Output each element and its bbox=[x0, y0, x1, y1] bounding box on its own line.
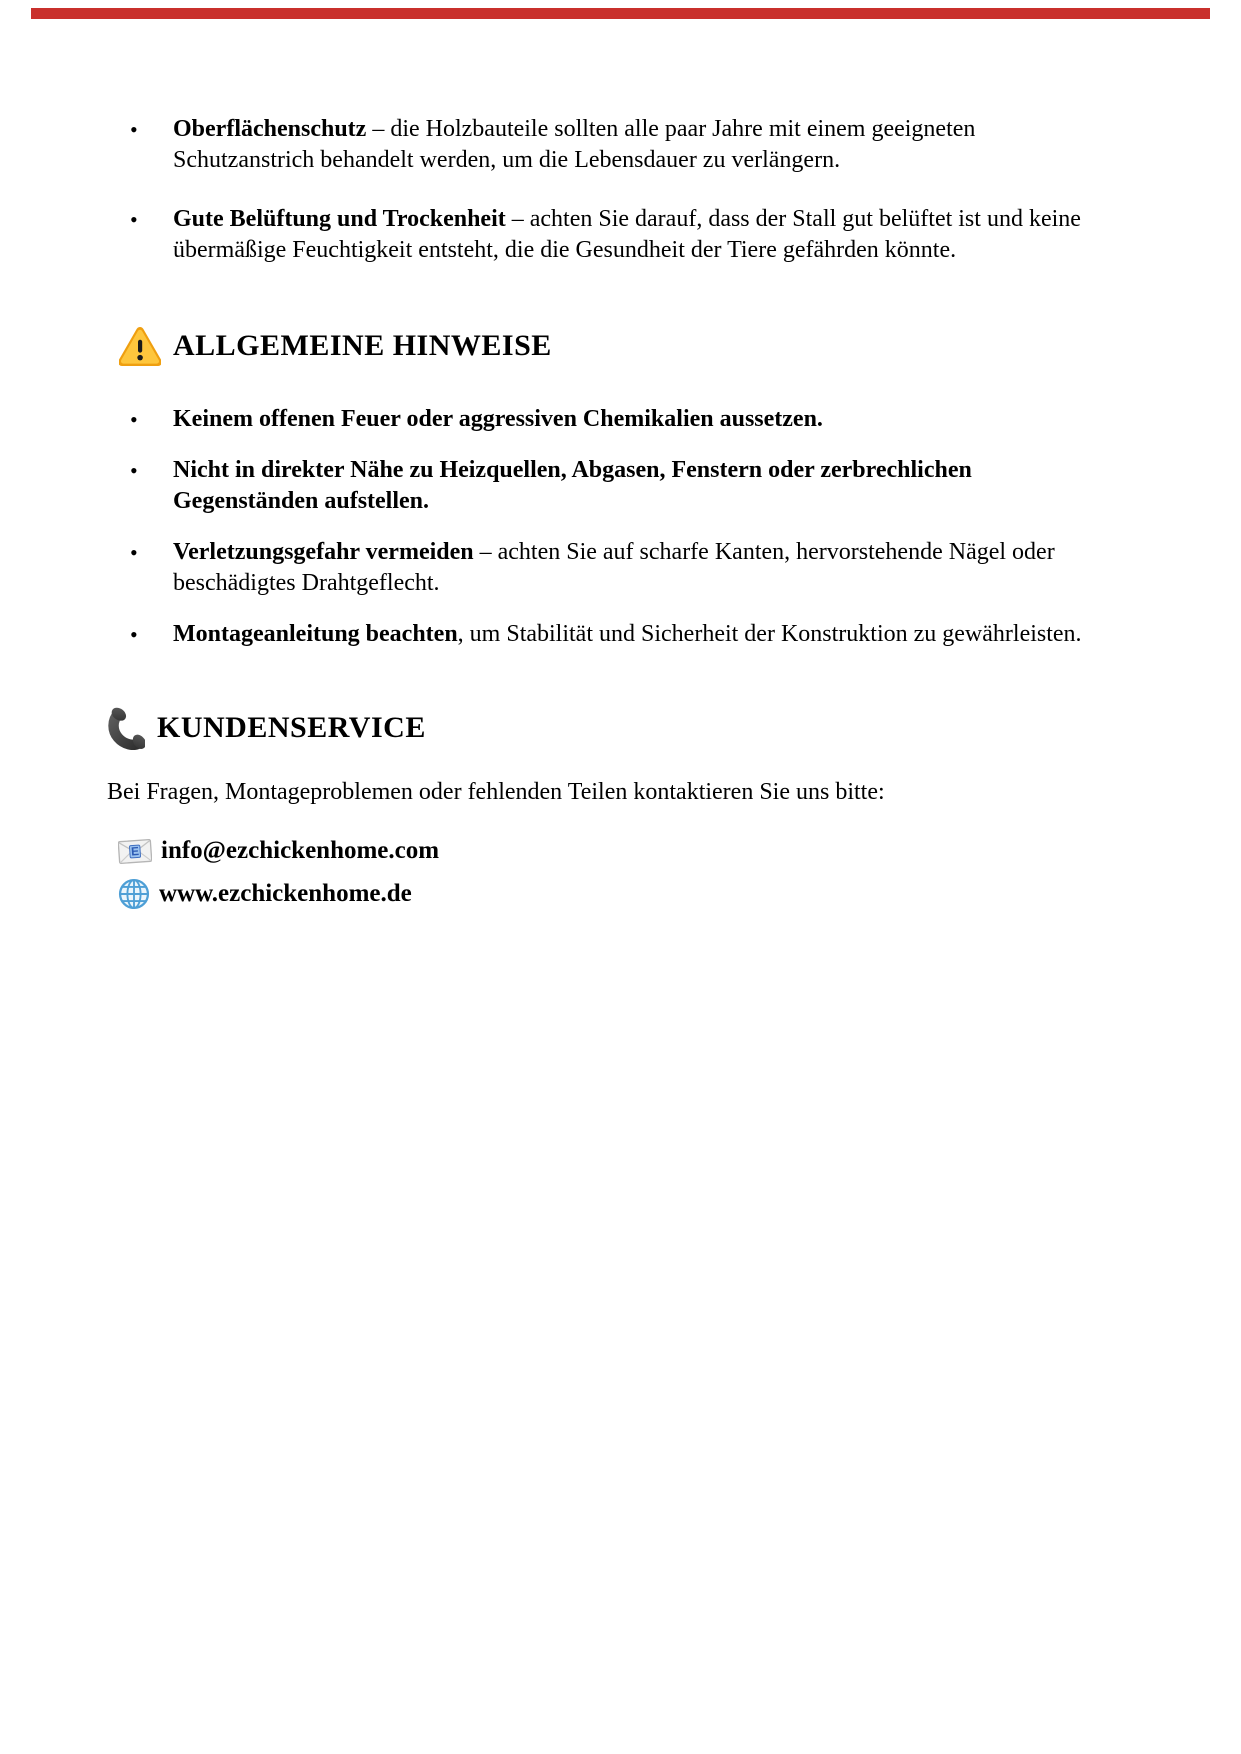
contact-website-value: www.ezchickenhome.de bbox=[159, 880, 412, 907]
bullet-lead: Gute Belüftung und Trockenheit bbox=[173, 206, 506, 232]
customer-service-intro: Bei Fragen, Montageproblemen oder fehlenden Teilen kontaktieren Sie uns bitte: bbox=[107, 779, 885, 805]
section-heading-label: ALLGEMEINE HINWEISE bbox=[173, 329, 552, 362]
list-item bbox=[107, 537, 1118, 599]
section-heading-allgemeine-hinweise bbox=[107, 324, 1137, 368]
warning-triangle-icon bbox=[119, 326, 161, 366]
contact-website-line bbox=[107, 878, 1137, 910]
bullet-text: – achten Sie auf scharfe Kanten, hervorstehende Nägel oder beschädigtes Drahtgeflecht. bbox=[173, 539, 1055, 596]
contact-email-line bbox=[107, 837, 1137, 865]
bullet-text: , um Stabilität und Sicherheit der Konstruktion zu gewährleisten. bbox=[457, 621, 1082, 647]
list-item bbox=[107, 455, 1118, 517]
section-heading-kundenservice bbox=[107, 706, 1137, 750]
list-item bbox=[107, 114, 1118, 176]
svg-text:E: E bbox=[130, 843, 140, 859]
general-notes-bullet-list bbox=[107, 404, 1137, 650]
email-envelope-icon bbox=[118, 839, 152, 864]
list-item bbox=[107, 404, 1118, 435]
list-item bbox=[107, 204, 1118, 266]
bullet-lead: Keinem offenen Feuer oder aggressiven Chemikalien aussetzen. bbox=[173, 406, 823, 432]
bullet-lead: Verletzungsgefahr vermeiden bbox=[173, 539, 474, 565]
maintenance-bullet-list bbox=[107, 114, 1137, 266]
bullet-text: – die Holzbauteile sollten alle paar Jahre mit einem geeigneten Schutzanstrich behandelt werden, um die Lebensdauer zu verlängern. bbox=[173, 116, 976, 173]
page-content bbox=[107, 0, 1137, 910]
bullet-lead: Oberflächenschutz bbox=[173, 116, 367, 142]
globe-icon bbox=[118, 878, 150, 910]
bullet-text: – achten Sie darauf, dass der Stall gut belüftet ist und keine übermäßige Feuchtigkeit entsteht, die die Gesundheit der Tiere gefährden könnte. bbox=[173, 206, 1081, 263]
contact-email-value: info@ezchickenhome.com bbox=[161, 837, 440, 864]
bullet-lead: Nicht in direkter Nähe zu Heizquellen, Abgasen, Fenstern oder zerbrechlichen Gegenständen aufstellen. bbox=[173, 457, 972, 514]
phone-receiver-icon bbox=[107, 706, 145, 750]
section-heading-label: KUNDENSERVICE bbox=[157, 711, 426, 744]
list-item bbox=[107, 619, 1118, 650]
bullet-lead: Montageanleitung beachten bbox=[173, 621, 458, 647]
